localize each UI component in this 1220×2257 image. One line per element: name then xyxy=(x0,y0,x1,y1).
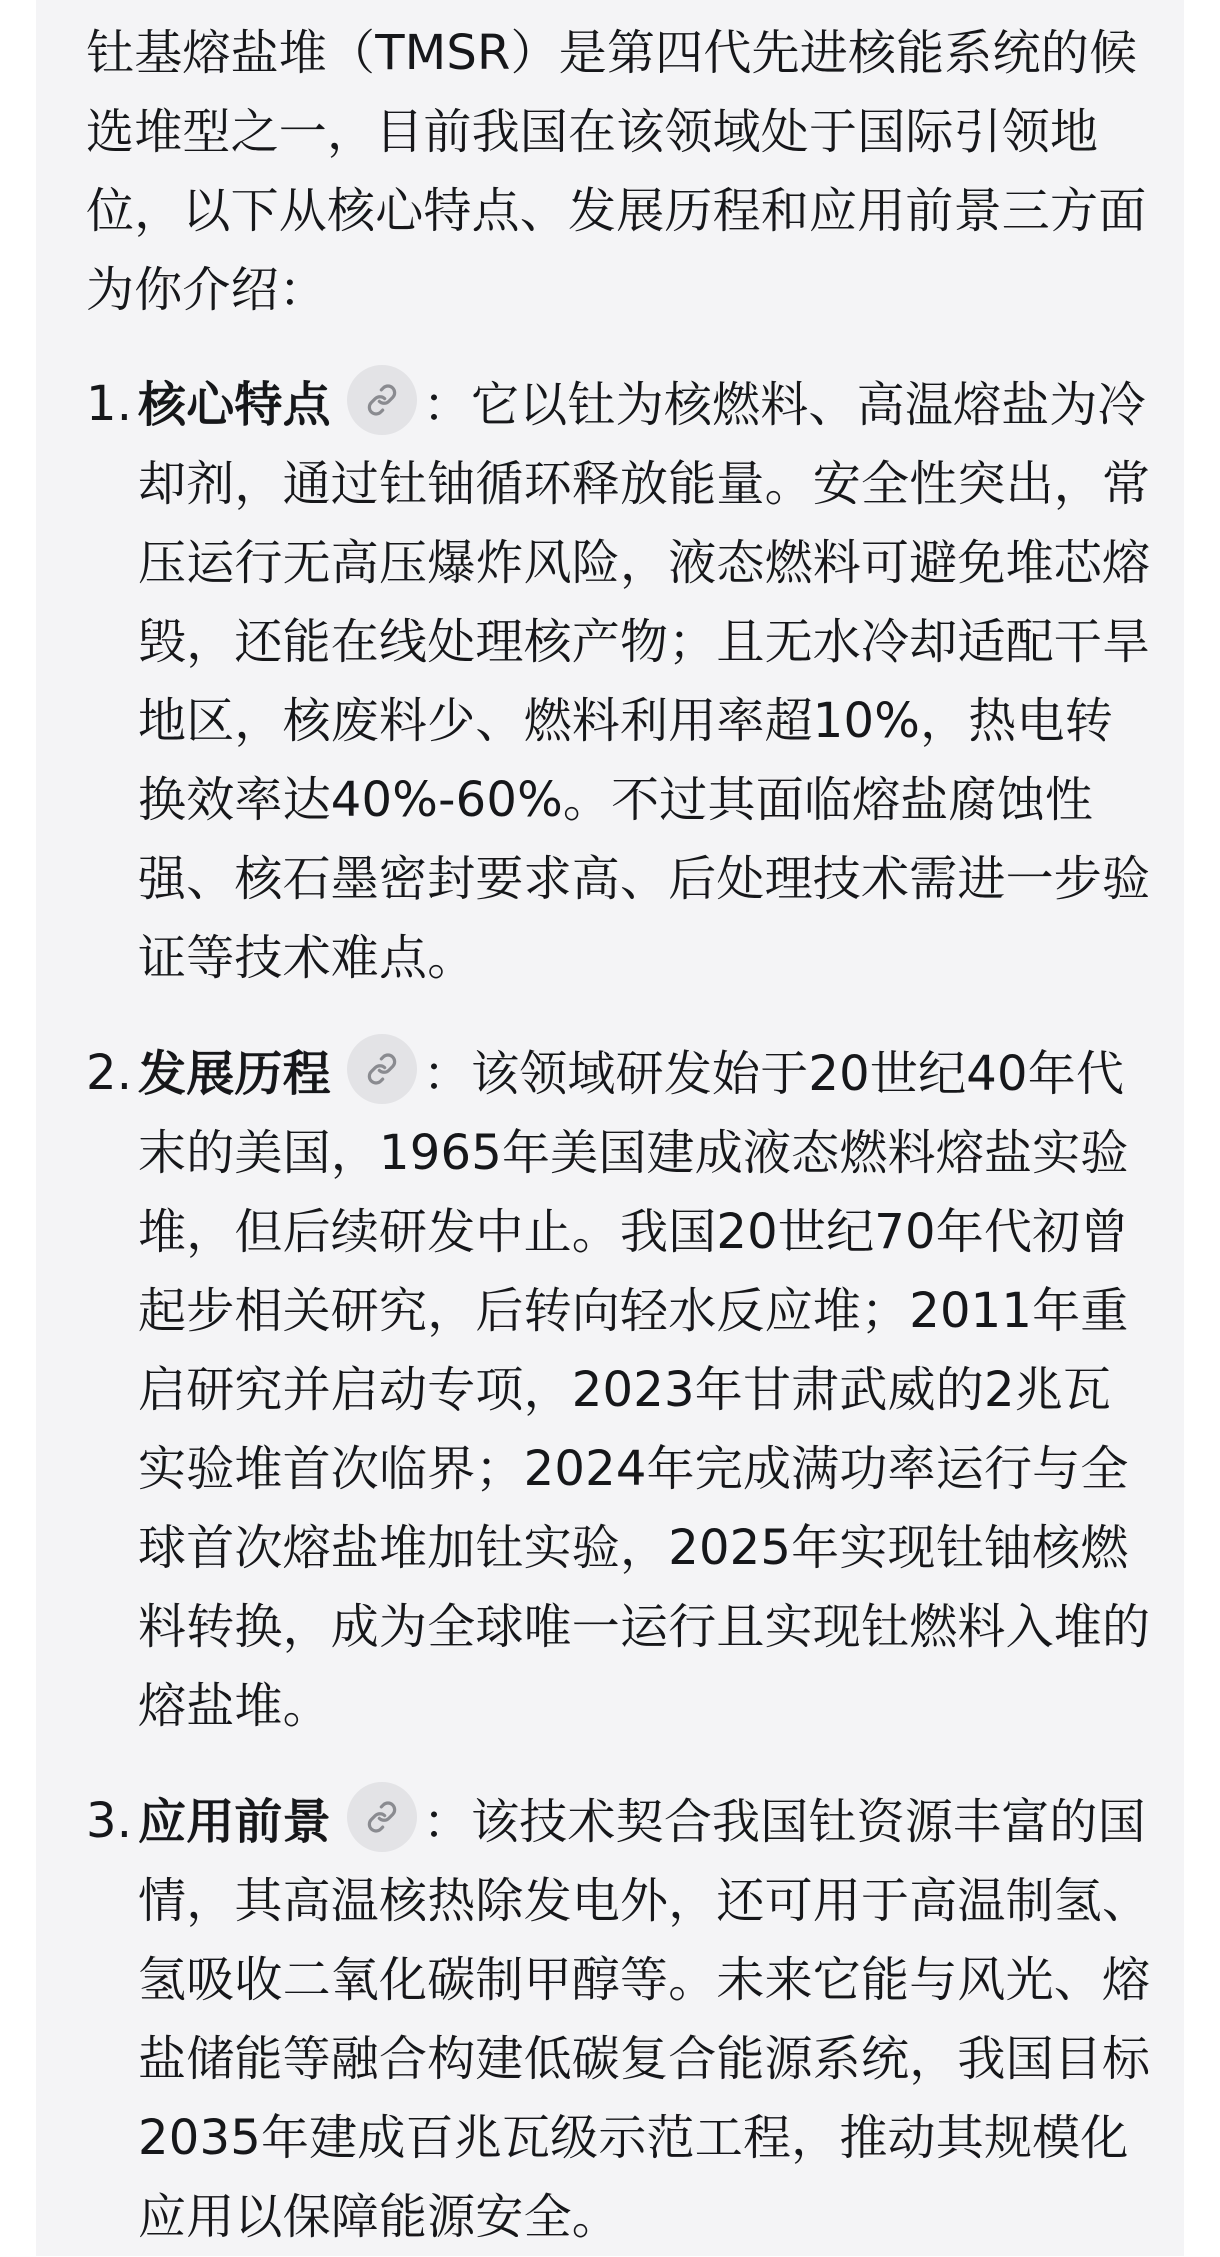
source-link-button[interactable] xyxy=(347,1782,417,1852)
list-item-number: 1. xyxy=(86,376,133,432)
list-item-number: 3. xyxy=(86,1793,133,1849)
list-item-title: 发展历程 xyxy=(138,1046,331,1102)
intro-paragraph: 钍基熔盐堆（TMSR）是第四代先进核能系统的候选堆型之一，目前我国在该领域处于国际引领地位，以下从核心特点、发展历程和应用前景三方面为你介绍： xyxy=(86,25,1147,318)
link-icon xyxy=(366,1801,398,1833)
list-item-text: ：该领域研发始于20世纪40年代末的美国，1965年美国建成液态燃料熔盐实验堆，但后续研发中止。我国20世纪70年代初曾起步相关研究，后转向轻水反应堆；2011年重启研究并启动专项，2023年甘肃武威的2兆瓦实验堆首次临界；2024年完成满功率运行与全球首次熔盐堆加钍实验，2025年实现钍铀核燃料转换，成为全球唯一运行且实现钍燃料入堆的熔盐堆。 xyxy=(138,1046,1151,1734)
list-item-text: ：它以钍为核燃料、高温熔盐为冷却剂，通过钍铀循环释放能量。安全性突出，常压运行无高压爆炸风险，液态燃料可避免堆芯熔毁，还能在线处理核产物；且无水冷却适配干旱地区，核废料少、燃料利用率超10%，热电转换效率达40%-60%。不过其面临熔盐腐蚀性强、核石墨密封要求高、后处理技术需进一步验证等技术难点。 xyxy=(138,377,1151,986)
link-icon xyxy=(366,384,398,416)
response-card xyxy=(36,0,1184,2256)
response-content xyxy=(86,14,1156,2257)
list-item-number: 2. xyxy=(86,1045,133,1101)
list-item xyxy=(86,1782,1156,2257)
list-item-text: ：该技术契合我国钍资源丰富的国情，其高温核热除发电外，还可用于高温制氢、氢吸收二氧化碳制甲醇等。未来它能与风光、熔盐储能等融合构建低碳复合能源系统，我国目标2035年建成百兆瓦级示范工程，推动其规模化应用以保障能源安全。 xyxy=(138,1794,1151,2245)
numbered-list xyxy=(86,365,1156,2257)
list-item xyxy=(86,365,1156,998)
source-link-button[interactable] xyxy=(347,1034,417,1104)
list-item-title: 应用前景 xyxy=(138,1794,331,1850)
source-link-button[interactable] xyxy=(347,365,417,435)
list-item xyxy=(86,1034,1156,1746)
link-icon xyxy=(366,1053,398,1085)
list-item-title: 核心特点 xyxy=(138,377,331,433)
